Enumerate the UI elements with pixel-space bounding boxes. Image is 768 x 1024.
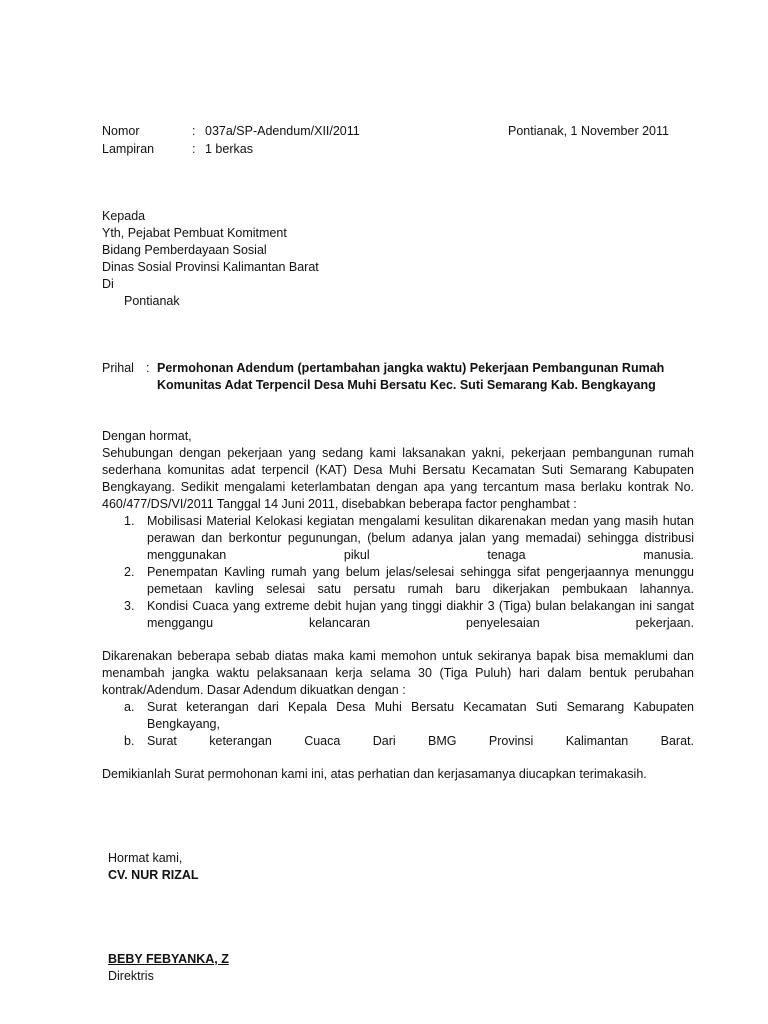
list-item-line: Kondisi Cuaca yang extreme debit hujan yang tinggi diakhir 3 (Tiga) bulan belakangan ini sangat xyxy=(147,599,694,613)
paragraph-1-line: Bengkayang. Sedikit mengalami keterlambatan dengan apa yang tercantum masa berlaku kontrak No. xyxy=(102,480,694,494)
recipient-line-3: Dinas Sosial Provinsi Kalimantan Barat xyxy=(102,260,319,274)
paragraph-1-line: sederhana komunitas adat terpencil (KAT) Desa Muhi Bersatu Kecamatan Suti Semarang Kabupaten xyxy=(102,463,694,477)
list-item-line: menggunakan pikul tenaga manusia. xyxy=(147,548,694,562)
subject-separator: : xyxy=(146,361,150,375)
lampiran-separator: : xyxy=(192,142,196,156)
lampiran-label: Lampiran xyxy=(102,142,155,156)
paragraph-2-line: Dikarenakan beberapa sebab diatas maka kami memohon untuk sekiranya bapak bisa memaklumi dan xyxy=(102,649,694,663)
list-number: 3. xyxy=(124,599,135,613)
list-letter: b. xyxy=(124,734,135,748)
signature-title: Direktris xyxy=(108,969,154,983)
nomor-separator: : xyxy=(192,124,196,138)
list-item-line: pemetaan kavling selesai satu persatu rumah baru dikerjakan pembukaan lahannya. xyxy=(147,582,694,596)
list-item-line: Mobilisasi Material Kelokasi kegiatan mengalami kesulitan dikarenakan medan yang masih hutan xyxy=(147,514,694,528)
list-item-line: perawan dan berkontur pegunungan, (belum adanya jalan yang memadai) sehingga distribusi xyxy=(147,531,694,545)
paragraph-2-line: menambah jangka waktu pelaksanaan kerja selama 30 (Tiga Puluh) hari dalam bentuk perubahan xyxy=(102,666,694,680)
list-item-line: Surat keterangan Cuaca Dari BMG Provinsi Kalimantan Barat. xyxy=(147,734,694,748)
subject-line-1: Permohonan Adendum (pertambahan jangka waktu) Pekerjaan Pembangunan Rumah xyxy=(157,361,665,375)
list-item-line: Bengkayang, xyxy=(147,717,220,731)
recipient-city: Pontianak xyxy=(124,294,180,308)
signature-company: CV. NUR RIZAL xyxy=(108,868,199,882)
subject-label: Prihal xyxy=(102,361,134,375)
subject-line-2: Komunitas Adat Terpencil Desa Muhi Bersatu Kec. Suti Semarang Kab. Bengkayang xyxy=(157,378,656,392)
list-item-line: Penempatan Kavling rumah yang belum jelas/selesai sehingga sifat pengerjaannya menunggu xyxy=(147,565,694,579)
recipient-di: Di xyxy=(102,277,114,291)
nomor-label: Nomor xyxy=(102,124,140,138)
list-letter: a. xyxy=(124,700,135,714)
list-number: 2. xyxy=(124,565,135,579)
list-item-line: menggangu kelancaran penyelesaian pekerjaan. xyxy=(147,616,694,630)
list-number: 1. xyxy=(124,514,135,528)
signature-name: BEBY FEBYANKA, Z xyxy=(108,952,229,966)
greeting: Dengan hormat, xyxy=(102,429,192,443)
lampiran-value: 1 berkas xyxy=(205,142,253,156)
paragraph-1-line: Sehubungan dengan pekerjaan yang sedang kami laksanakan yakni, pekerjaan pembangunan rumah xyxy=(102,446,694,460)
recipient-line-2: Bidang Pemberdayaan Sosial xyxy=(102,243,267,257)
paragraph-1-line: 460/477/DS/VI/2011 Tanggal 14 Juni 2011, disebabkan beberapa factor penghambat : xyxy=(102,497,577,511)
place-date: Pontianak, 1 November 2011 xyxy=(508,124,669,138)
recipient-line-1: Yth, Pejabat Pembuat Komitment xyxy=(102,226,287,240)
list-item-line: Surat keterangan dari Kepala Desa Muhi Bersatu Kecamatan Suti Semarang Kabupaten xyxy=(147,700,694,714)
signature-regards: Hormat kami, xyxy=(108,851,183,865)
recipient-kepada: Kepada xyxy=(102,209,146,223)
closing-sentence: Demikianlah Surat permohonan kami ini, atas perhatian dan kerjasamanya diucapkan terimakasih. xyxy=(102,767,647,781)
nomor-value: 037a/SP-Adendum/XII/2011 xyxy=(205,124,360,138)
paragraph-2-line: kontrak/Adendum. Dasar Adendum dikuatkan dengan : xyxy=(102,683,406,697)
